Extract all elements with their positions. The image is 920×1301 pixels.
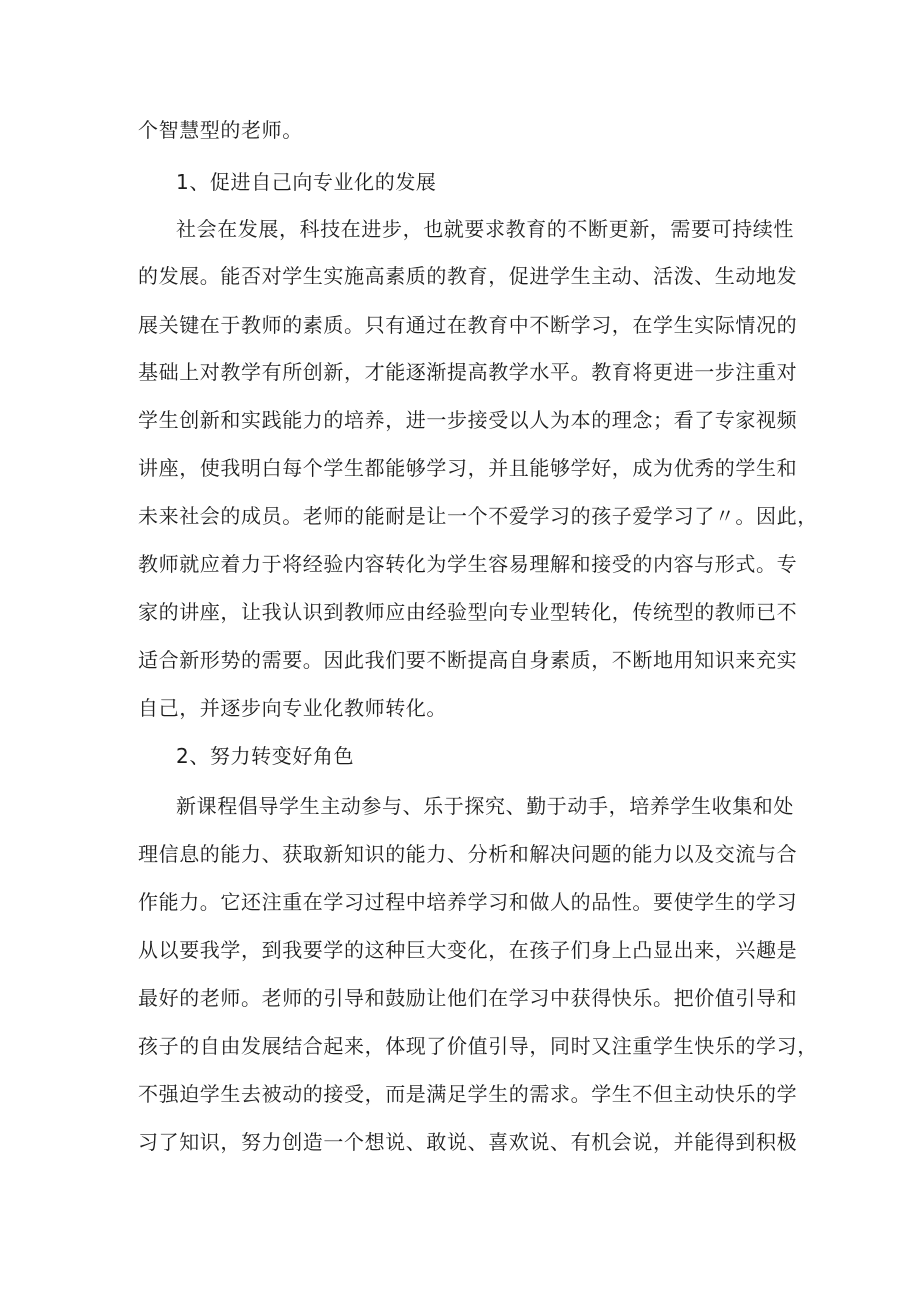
text-line: 个智慧型的老师。	[138, 118, 303, 142]
paragraph-line: 最好的老师。老师的引导和鼓励让他们在学习中获得快乐。把价值引导和	[138, 986, 798, 1010]
paragraph-line: 学生创新和实践能力的培养，进一步接受以人为本的理念；看了专家视频	[138, 408, 798, 432]
paragraph-line: 社会在发展，科技在进步，也就要求教育的不断更新，需要可持续性	[176, 217, 794, 241]
section-heading: 1、促进自己向专业化的发展	[176, 170, 437, 194]
paragraph-line: 习了知识，努力创造一个想说、敢说、喜欢说、有机会说，并能得到积极	[138, 1130, 798, 1154]
paragraph-line: 作能力。它还注重在学习过程中培养学习和做人的品性。要使学生的学习	[138, 890, 798, 914]
paragraph-line: 的发展。能否对学生实施高素质的教育，促进学生主动、活泼、生动地发	[138, 264, 798, 288]
paragraph-line: 自己，并逐步向专业化教师转化。	[138, 696, 447, 720]
section-heading: 2、努力转变好角色	[176, 744, 355, 768]
paragraph-line: 讲座，使我明白每个学生都能够学习，并且能够学好，成为优秀的学生和	[138, 456, 798, 480]
paragraph-line: 展关键在于教师的素质。只有通过在教育中不断学习，在学生实际情况的	[138, 313, 798, 337]
paragraph-line: 从以要我学，到我要学的这种巨大变化，在孩子们身上凸显出来，兴趣是	[138, 938, 798, 962]
paragraph-line: 孩子的自由发展结合起来，体现了价值引导，同时又注重学生快乐的学习，	[138, 1034, 818, 1058]
paragraph-line: 基础上对教学有所创新，才能逐渐提高教学水平。教育将更进一步注重对	[138, 360, 798, 384]
paragraph-line: 新课程倡导学生主动参与、乐于探究、勤于动手，培养学生收集和处	[176, 794, 794, 818]
paragraph-line: 未来社会的成员。老师的能耐是让一个不爱学习的孩子爱学习了〃。因此，	[138, 504, 818, 528]
paragraph-line: 适合新形势的需要。因此我们要不断提高自身素质，不断地用知识来充实	[138, 648, 798, 672]
paragraph-line: 不强迫学生去被动的接受，而是满足学生的需求。学生不但主动快乐的学	[138, 1082, 798, 1106]
paragraph-line: 家的讲座，让我认识到教师应由经验型向专业型转化，传统型的教师已不	[138, 600, 798, 624]
paragraph-line: 教师就应着力于将经验内容转化为学生容易理解和接受的内容与形式。专	[138, 552, 798, 576]
paragraph-line: 理信息的能力、获取新知识的能力、分析和解决问题的能力以及交流与合	[138, 842, 798, 866]
